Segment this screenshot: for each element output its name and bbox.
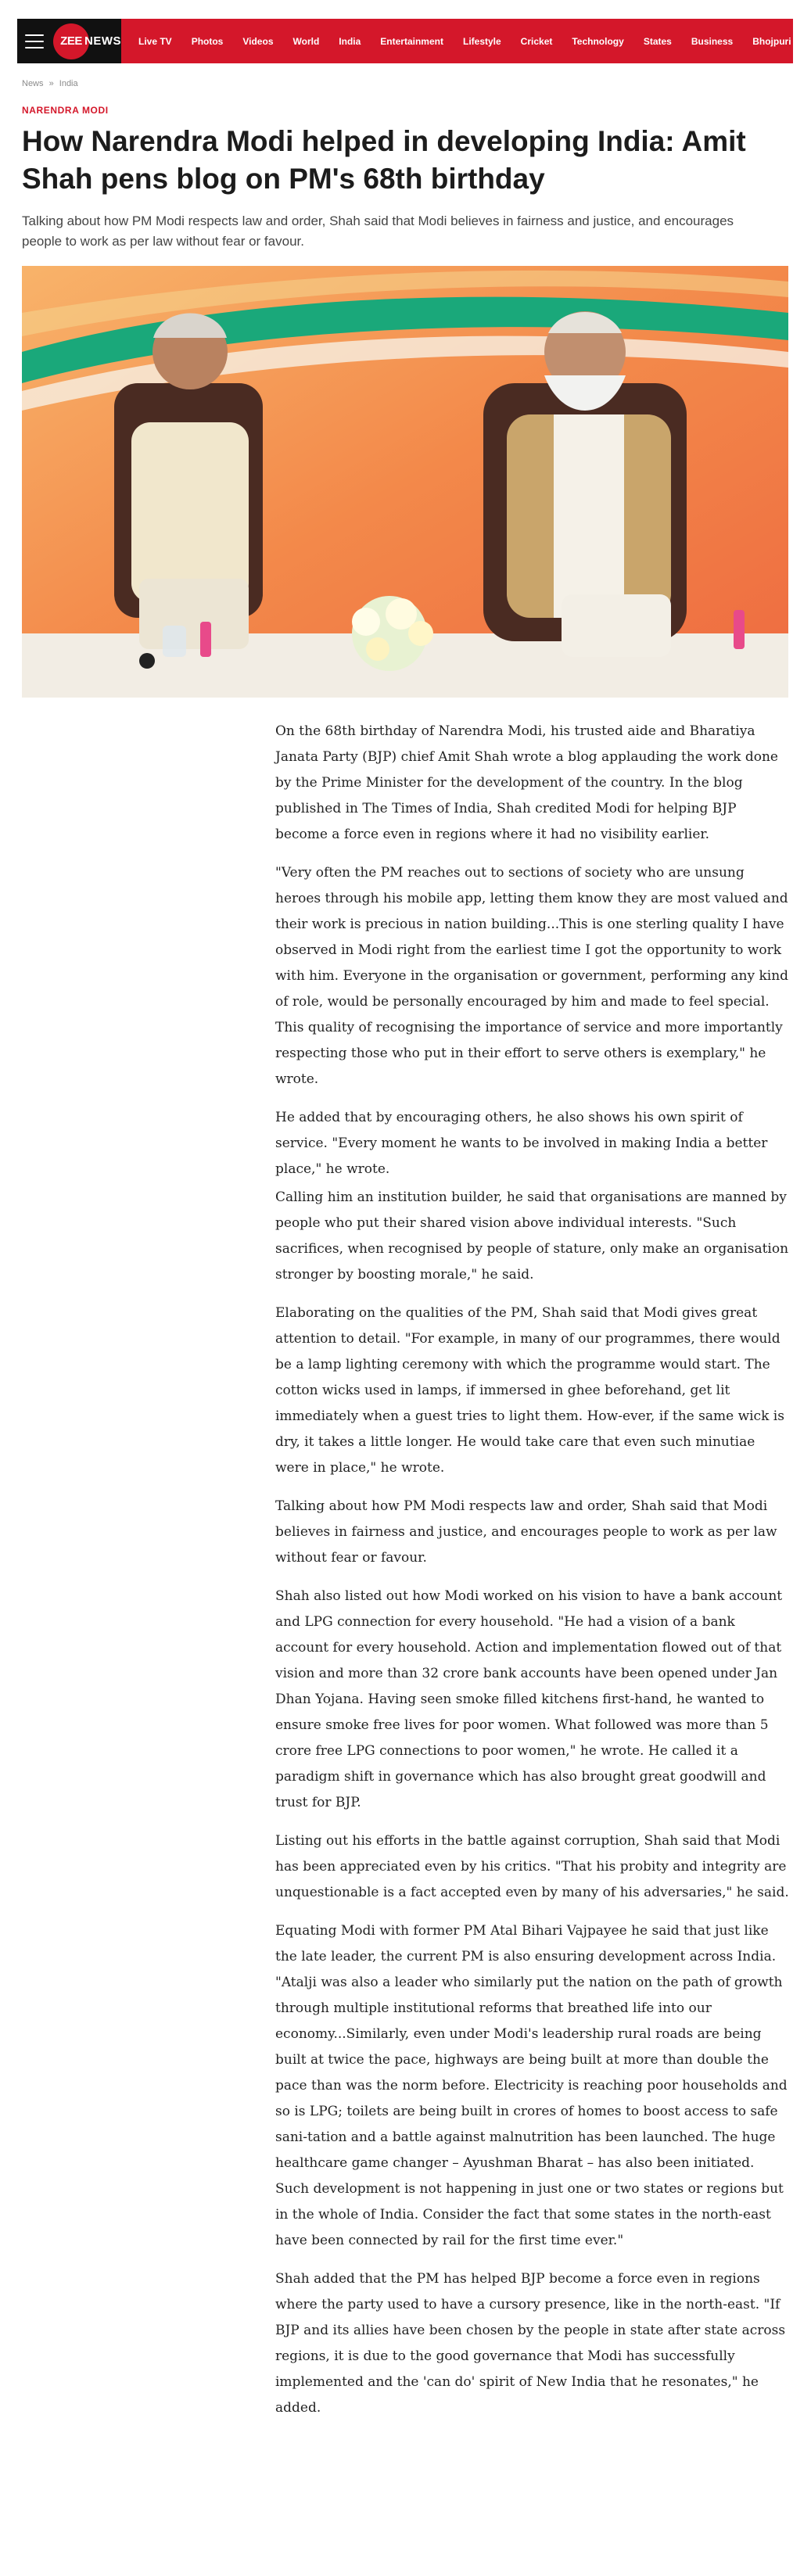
- logo-news: NEWS: [84, 34, 121, 48]
- site-header: [17, 19, 793, 63]
- article-paragraph: "Very often the PM reaches out to sections of society who are unsung heroes through his mobile app, letting them know they are most valued and their work is precious in nation building...This is one sterling quality I have observed in Modi right from the earliest time I got the opportunity to work with him. Everyone in the organisation or government, performing any kind of role, would be personally encouraged by him and made to feel special. This quality of recognising the importance of service and more importantly respecting those who put in their effort to serve others is exemplary," he wrote.: [275, 865, 789, 1087]
- article-summary: Talking about how PM Modi respects law and order, Shah said that Modi believes in fairness and justice, and encourages people to work as per law without fear or favour.: [22, 213, 734, 249]
- nav-item-live-tv[interactable]: Live TV: [138, 35, 172, 47]
- brand-block: [17, 19, 121, 63]
- article-paragraph: Calling him an institution builder, he said that organisations are manned by people who put their shared vision above individual interests. "Such sacrifices, when recognised by people of stature, only make an organisation stronger by boosting morale," he said.: [275, 1189, 789, 1283]
- breadcrumb-item-india[interactable]: India: [59, 79, 78, 88]
- hero-image: [22, 266, 788, 698]
- menu-icon[interactable]: [25, 34, 44, 48]
- breadcrumb-separator: »: [48, 79, 54, 88]
- nav-item-entertainment[interactable]: Entertainment: [380, 35, 443, 47]
- breadcrumb: [22, 79, 78, 88]
- article-paragraph: Shah added that the PM has helped BJP become a force even in regions where the party used to have a cursory presence, like in the north-east. "If BJP and its allies have been chosen by the people in state after state across regions, it is due to the good governance that Modi has successfully implemented and the 'can do' spirit of New India that he resonates," he added.: [275, 2271, 786, 2416]
- nav-item-states[interactable]: States: [643, 35, 672, 47]
- nav-item-india[interactable]: India: [339, 35, 361, 47]
- article-paragraph: Shah also listed out how Modi worked on his vision to have a bank account and LPG connection for every household. "He had a vision of a bank account for every household. Action and implementation flowed out of that vision and more than 32 crore bank accounts have been opened under Jan Dhan Yojana. Having seen smoke filled kitchens first-hand, he wanted to ensure smoke free lives for poor women. What followed was more than 5 crore free LPG connections to poor women," he wrote. He called it a paradigm shift in governance which has also brought great goodwill and trust for BJP.: [275, 1588, 783, 1810]
- article-paragraph: Elaborating on the qualities of the PM, Shah said that Modi gives great attention to detail. "For example, in many of our programmes, there would be a lamp lighting ceremony with which the programme would start. The cotton wicks used in lamps, if immersed in ghee beforehand, get lit immediately when a guest tries to light them. How-ever, if the same wick is dry, it takes a little longer. He would take care that even such minutiae were in place," he wrote.: [275, 1305, 784, 1476]
- article-paragraph: On the 68th birthday of Narendra Modi, his trusted aide and Bharatiya Janata Party (BJP) chief Amit Shah wrote a blog applauding the work done by the Prime Minister for the development of the country. In the blog published in The Times of India, Shah credited Modi for helping BJP become a force even in regions where it had no visibility earlier.: [275, 723, 778, 842]
- article-paragraph: He added that by encouraging others, he also shows his own spirit of service. "Every moment he wants to be involved in making India a better place," he wrote.: [275, 1110, 768, 1177]
- main-nav: [121, 19, 811, 63]
- article-body: [275, 719, 791, 2434]
- logo-zee: ZEE: [53, 23, 89, 59]
- breadcrumb-item-news[interactable]: News: [22, 79, 44, 88]
- article-title: How Narendra Modi helped in developing India: Amit Shah pens blog on PM's 68th birthday: [22, 125, 746, 195]
- nav-item-videos[interactable]: Videos: [242, 35, 274, 47]
- nav-item-lifestyle[interactable]: Lifestyle: [462, 35, 501, 47]
- article-paragraph: Talking about how PM Modi respects law and order, Shah said that Modi believes in fairness and justice, and encourages people to work as per law without fear or favour.: [275, 1498, 777, 1566]
- nav-item-photos[interactable]: Photos: [191, 35, 224, 47]
- category-label[interactable]: NARENDRA MODI: [22, 105, 109, 116]
- nav-item-cricket[interactable]: Cricket: [520, 35, 553, 47]
- nav-item-business[interactable]: Business: [691, 35, 734, 47]
- article-paragraph: Equating Modi with former PM Atal Bihari Vajpayee he said that just like the late leader, the current PM is also ensuring development across India. "Atalji was also a leader who similarly put the nation on the path of growth through multiple institutional reforms that breathed life into our economy...Similarly, even under Modi's leadership rural roads are being built at twice the pace, highways are being built at more than double the pace than was the norm before. Electricity is reaching poor households and so is LPG; toilets are being built in crores of homes to boost access to safe sani-tation and a battle against malnutrition has been launched. The huge healthcare game changer – Ayushman Bharat – has also been initiated. Such development is not happening in just one or two states or regions but in the whole of India. Consider the fact that some states in the north-east have been connected by rail for the first time ever.": [275, 1923, 788, 2248]
- nav-item-bhojpuri[interactable]: Bhojpuri: [752, 35, 791, 47]
- article-paragraph: Listing out his efforts in the battle against corruption, Shah said that Modi has been appreciated even by his critics. "That his probity and integrity are unquestionable is a fact accepted even by many of his adversaries," he said.: [275, 1833, 789, 1900]
- nav-item-technology[interactable]: Technology: [572, 35, 624, 47]
- zee-news-logo[interactable]: [53, 23, 121, 59]
- nav-item-world[interactable]: World: [292, 35, 320, 47]
